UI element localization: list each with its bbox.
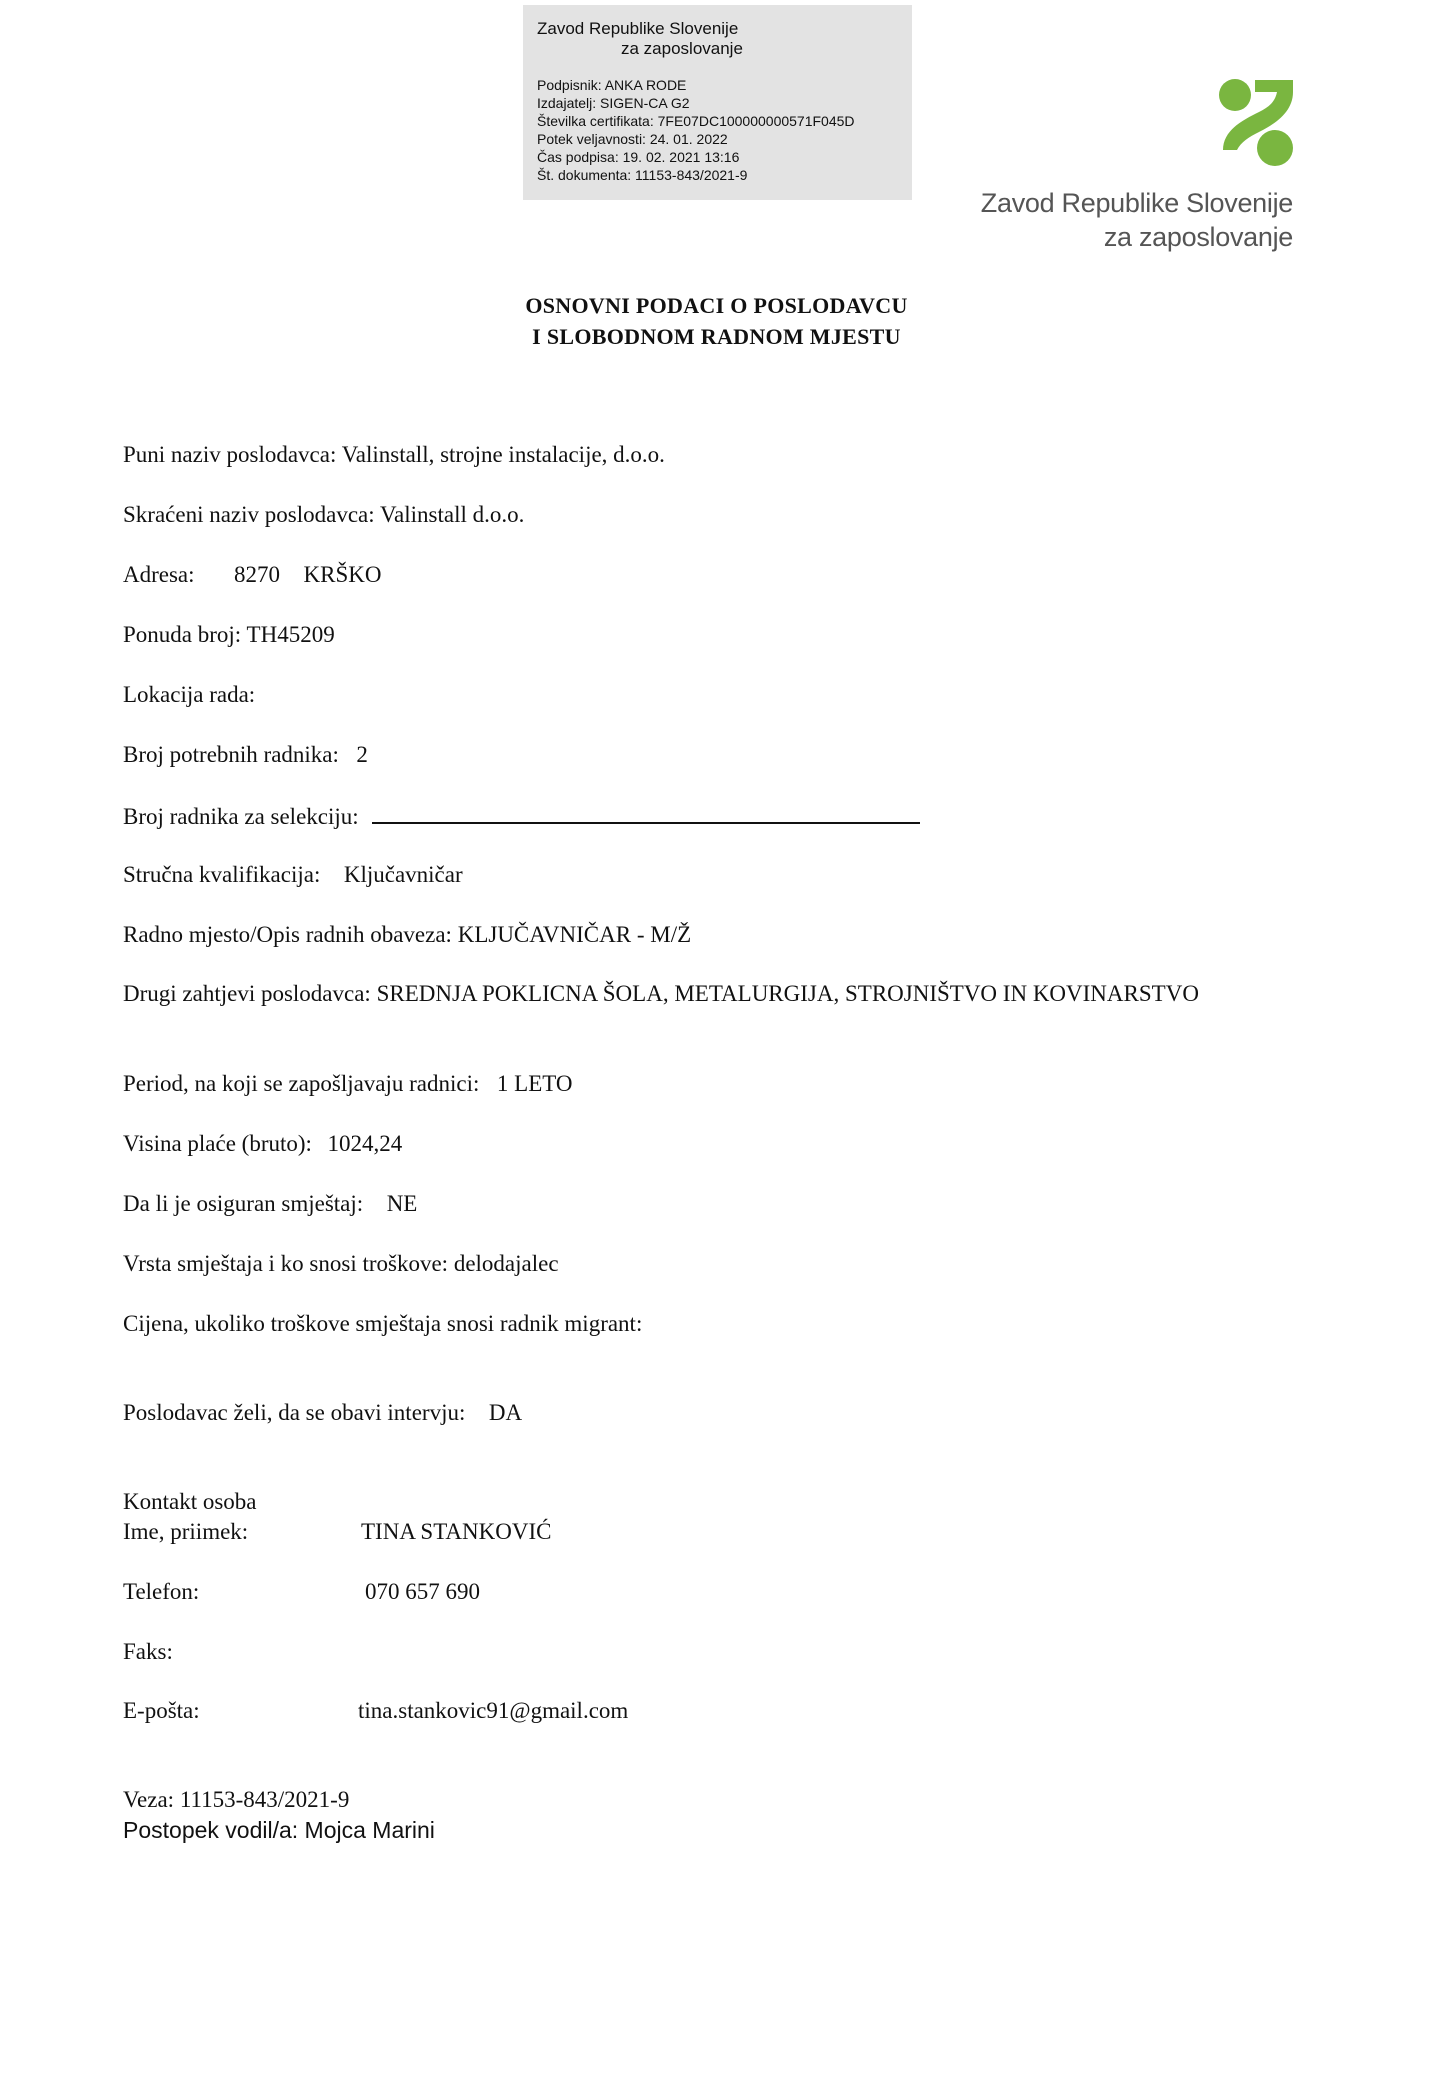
short-name-value: Valinstall d.o.o. <box>379 502 525 527</box>
contact-email: tina.stankovic91@gmail.com <box>358 1698 629 1723</box>
job-description-value: KLJUČAVNIČAR - M/Ž <box>457 922 692 947</box>
contact-fax-row <box>123 1637 361 1667</box>
address-city: KRŠKO <box>303 562 382 587</box>
field-accommodation-type <box>123 1249 559 1279</box>
period-label: Period, na koji se zapošljavaju radnici: <box>123 1071 480 1096</box>
field-other-requirements <box>123 979 1298 1009</box>
signature-signer: Podpisnik: ANKA RODE <box>537 77 687 93</box>
zrsz-logo-text <box>981 186 1293 254</box>
address-label: Adresa: <box>123 562 195 587</box>
workers-needed-value: 2 <box>356 742 368 767</box>
signature-time: Čas podpisa: 19. 02. 2021 13:16 <box>537 149 740 165</box>
contact-fax-label: Faks: <box>123 1639 173 1664</box>
field-accommodation-price <box>123 1309 642 1339</box>
field-workers-needed <box>123 740 368 770</box>
accommodation-type-label: Vrsta smještaja i ko snosi troškove: <box>123 1251 449 1276</box>
signature-org-line1: Zavod Republike Slovenije <box>537 19 739 38</box>
work-location-label: Lokacija rada: <box>123 682 256 707</box>
other-requirements-value: SREDNJA POKLICNA ŠOLA, METALURGIJA, STROJNIŠTVO IN KOVINARSTVO <box>376 981 1199 1006</box>
title-line2: I SLOBODNOM RADNOM MJESTU <box>532 324 901 349</box>
accommodation-value: NE <box>386 1191 418 1216</box>
field-offer-number <box>123 620 335 650</box>
period-value: 1 LETO <box>496 1071 573 1096</box>
field-selection-count <box>123 800 920 832</box>
handled-by: Postopek vodil/a: Mojca Marini <box>123 1817 435 1843</box>
contact-phone: 070 657 690 <box>365 1579 480 1604</box>
interview-label: Poslodavac želi, da se obavi intervju: <box>123 1400 466 1425</box>
full-name-value: Valinstall, strojne instalacije, d.o.o. <box>341 442 665 467</box>
contact-email-row <box>123 1696 628 1726</box>
field-job-description <box>123 920 691 950</box>
contact-phone-label: Telefon: <box>123 1579 200 1604</box>
zrsz-logo-icon <box>1215 78 1295 168</box>
title-line1: OSNOVNI PODACI O POSLODAVCU <box>525 293 908 318</box>
contact-name: TINA STANKOVIĆ <box>361 1519 552 1544</box>
signature-certificate: Številka certifikata: 7FE07DC100000000571F045D <box>537 113 855 129</box>
short-name-label: Skraćeni naziv poslodavca: <box>123 502 375 527</box>
contact-phone-row <box>123 1577 480 1607</box>
field-interview <box>123 1398 522 1428</box>
signature-org-line2: za zaposlovanje <box>621 39 743 58</box>
offer-number-value: TH45209 <box>246 622 335 647</box>
field-accommodation <box>123 1189 417 1219</box>
field-work-location <box>123 680 255 710</box>
contact-name-row <box>123 1517 551 1547</box>
selection-count-blank-line <box>372 800 920 824</box>
job-description-label: Radno mjesto/Opis radnih obaveza: <box>123 922 452 947</box>
signature-issuer: Izdajatelj: SIGEN-CA G2 <box>537 95 690 111</box>
interview-value: DA <box>488 1400 523 1425</box>
contact-heading: Kontakt osoba <box>123 1489 257 1514</box>
signature-organization <box>537 19 743 59</box>
qualification-label: Stručna kvalifikacija: <box>123 862 321 887</box>
contact-name-label: Ime, priimek: <box>123 1519 249 1544</box>
field-full-name <box>123 440 665 470</box>
field-address <box>123 560 382 590</box>
signature-doc-number: Št. dokumenta: 11153-843/2021-9 <box>537 167 748 183</box>
selection-count-label: Broj radnika za selekciju: <box>123 804 359 829</box>
logo-line2: za zaposlovanje <box>1103 222 1293 252</box>
address-postcode: 8270 <box>234 562 281 587</box>
accommodation-price-label: Cijena, ukoliko troškove smještaja snosi radnik migrant: <box>123 1311 643 1336</box>
other-requirements-label: Drugi zahtjevi poslodavca: <box>123 981 371 1006</box>
field-salary <box>123 1129 402 1159</box>
logo-line1: Zavod Republike Slovenije <box>980 188 1293 218</box>
document-reference: Veza: 11153-843/2021-9 <box>123 1787 350 1812</box>
contact-email-label: E-pošta: <box>123 1698 200 1723</box>
field-qualification <box>123 860 463 890</box>
signature-details <box>537 76 855 184</box>
digital-signature-box <box>523 5 912 200</box>
full-name-label: Puni naziv poslodavca: <box>123 442 337 467</box>
workers-needed-label: Broj potrebnih radnika: <box>123 742 339 767</box>
salary-label: Visina plaće (bruto): <box>123 1131 312 1156</box>
accommodation-label: Da li je osiguran smještaj: <box>123 1191 364 1216</box>
salary-value: 1024,24 <box>327 1131 403 1156</box>
signature-validity: Potek veljavnosti: 24. 01. 2022 <box>537 131 728 147</box>
offer-number-label: Ponuda broj: <box>123 622 242 647</box>
accommodation-type-value: delodajalec <box>453 1251 559 1276</box>
qualification-value: Ključavničar <box>343 862 463 887</box>
document-title <box>0 290 1433 352</box>
field-short-name <box>123 500 524 530</box>
field-period <box>123 1069 573 1099</box>
